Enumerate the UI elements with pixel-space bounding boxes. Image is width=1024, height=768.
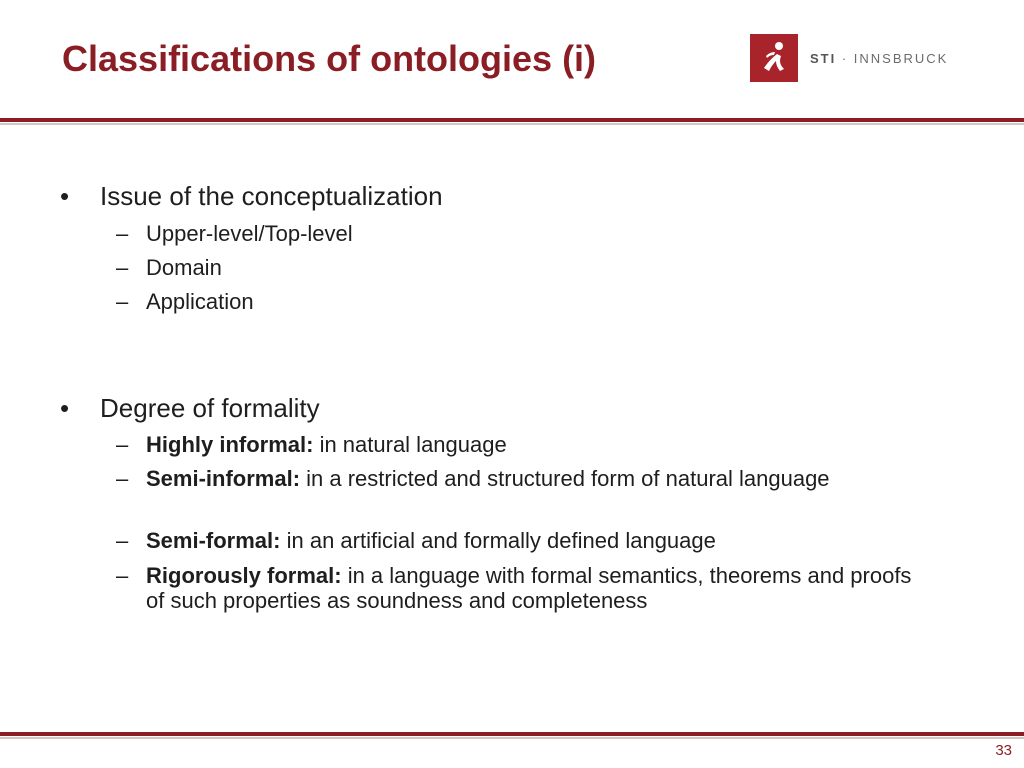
sub-item	[116, 528, 916, 553]
sub-item-text	[146, 466, 916, 491]
sub-item-text	[146, 528, 916, 553]
footer-divider-shadow	[0, 737, 1024, 739]
term-label: Semi-formal:	[146, 528, 281, 553]
sub-item-text: Upper-level/Top-level	[146, 221, 353, 246]
page-number: 33	[995, 742, 1012, 759]
dash-marker: –	[116, 466, 129, 491]
dash-marker: –	[116, 528, 129, 553]
footer-divider	[0, 732, 1024, 736]
term-label: Highly informal:	[146, 432, 314, 457]
sub-item	[116, 221, 916, 246]
logo-text	[810, 51, 948, 66]
logo-text-innsbruck: · INNSBRUCK	[836, 50, 949, 66]
sub-item	[116, 466, 916, 491]
logo-text-sti: STI	[810, 50, 837, 66]
term-description: in natural language	[313, 432, 507, 457]
term-label: Semi-informal:	[146, 466, 301, 491]
sub-item-text	[146, 563, 916, 613]
term-description: in a language with formal semantics, theorems and proofs of such properties as soundness and completeness	[146, 563, 912, 613]
dash-marker: –	[116, 563, 129, 588]
dash-marker: –	[116, 255, 129, 280]
dash-marker: –	[116, 221, 129, 246]
header-divider-shadow	[0, 123, 1024, 125]
slide-title: Classifications of ontologies (i)	[62, 38, 597, 79]
sub-item	[116, 255, 916, 280]
dash-marker: –	[116, 289, 129, 314]
bullet-marker: •	[60, 181, 70, 211]
sub-item	[116, 563, 916, 613]
sub-item-text: Application	[146, 289, 254, 314]
dash-marker: –	[116, 432, 129, 457]
sub-item-text: Domain	[146, 255, 222, 280]
sti-figure-logo-icon	[750, 34, 798, 82]
bullet-degree-of-formality	[60, 393, 320, 424]
bullet-text: Degree of formality	[100, 393, 320, 423]
term-description: in an artificial and formally defined language	[280, 528, 716, 553]
sub-item-text	[146, 432, 916, 457]
term-label: Rigorously formal:	[146, 563, 342, 588]
sti-innsbruck-logo	[750, 34, 948, 82]
bullet-text: Issue of the conceptualization	[100, 181, 443, 211]
sub-item	[116, 432, 916, 457]
sub-item	[116, 289, 916, 314]
header-divider	[0, 118, 1024, 122]
bullet-issue-of-conceptualization	[60, 181, 443, 212]
term-description: in a restricted and structured form of natural language	[300, 466, 830, 491]
bullet-marker: •	[60, 393, 70, 423]
